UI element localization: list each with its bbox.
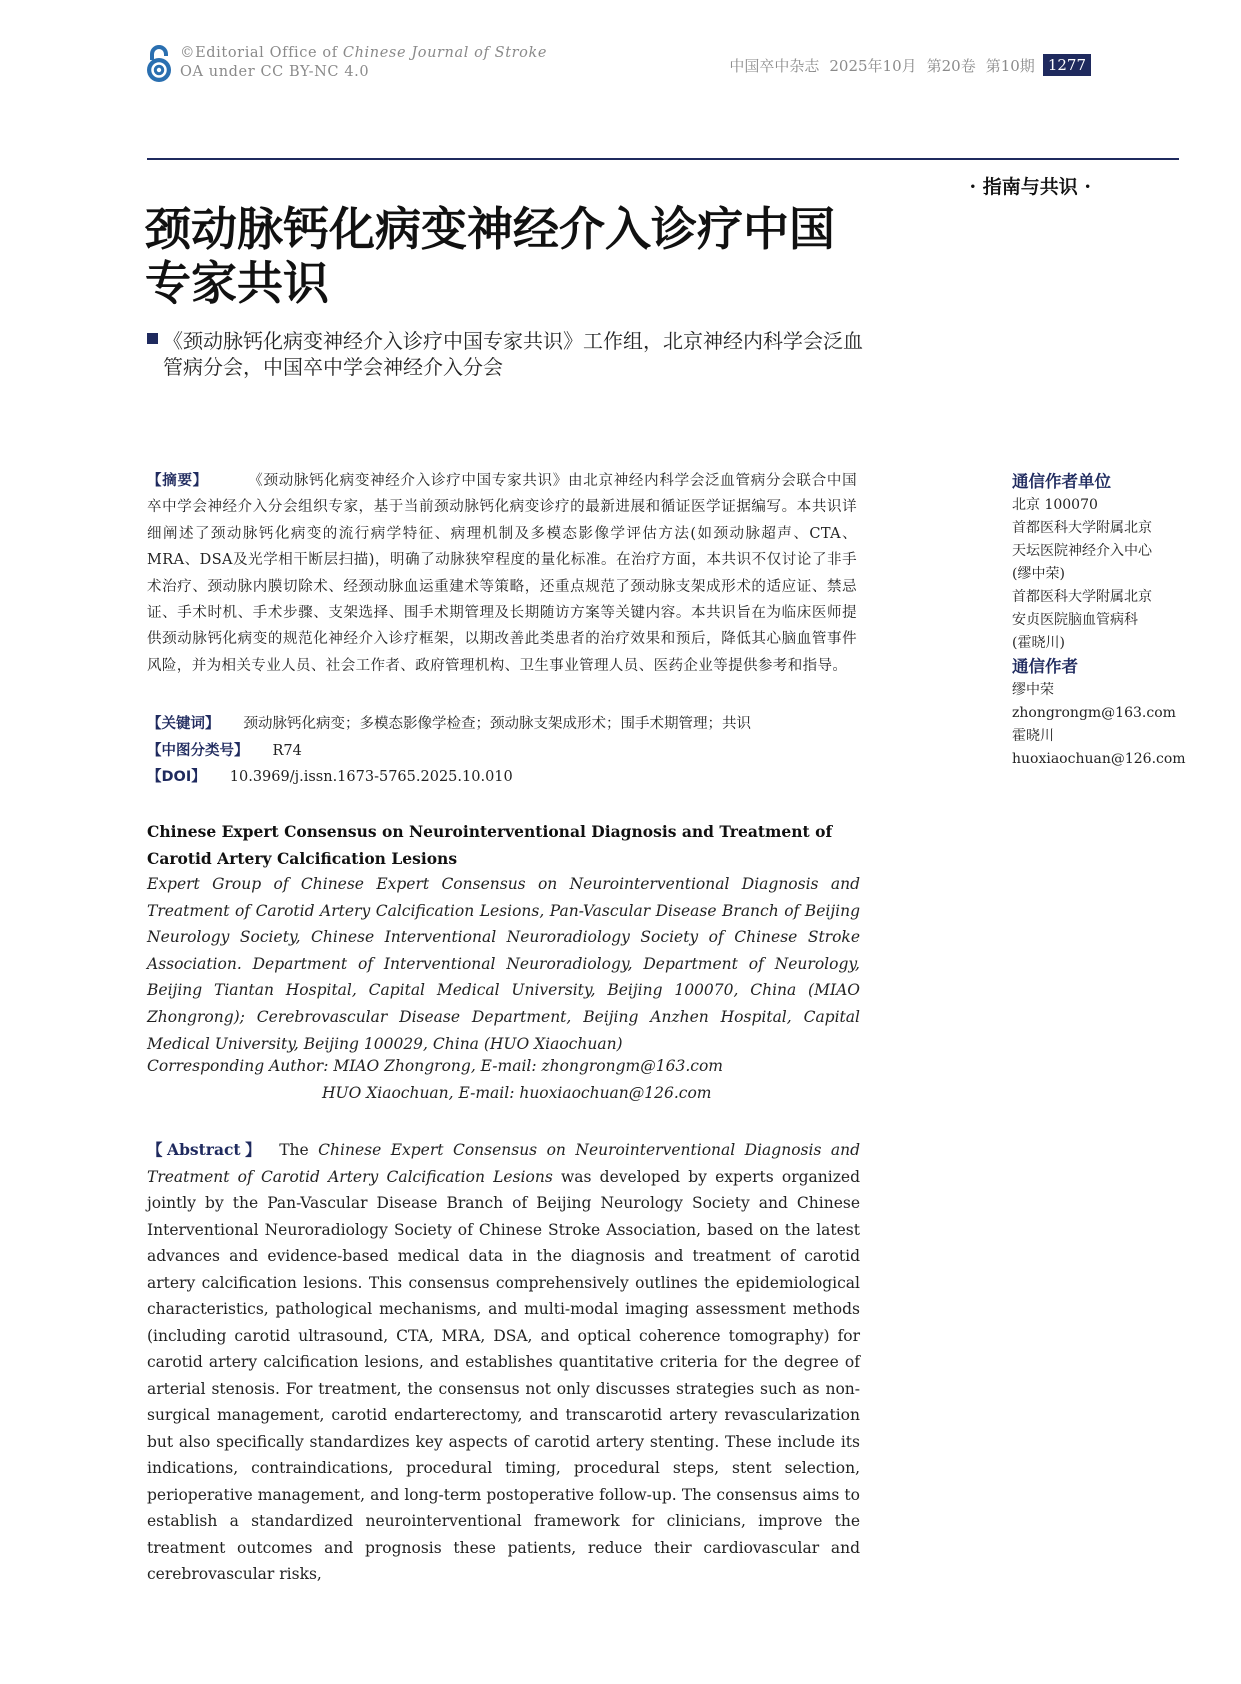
correspondence-sidebar — [1012, 470, 1187, 771]
author-heading: 通信作者 — [1012, 657, 1078, 676]
affiliation-cn-text: 《颈动脉钙化病变神经介入诊疗中国专家共识》工作组，北京神经内科学会泛血管病分会，中国卒中学会神经介入分会 — [163, 329, 863, 379]
doi-text[interactable]: 10.3969/j.issn.1673-5765.2025.10.010 — [229, 769, 513, 785]
english-title: Chinese Expert Consensus on Neurointerventional Diagnosis and Treatment of Carotid Artery Calcification Lesions — [147, 822, 833, 868]
abstract-cn-label: 【摘要】 — [147, 473, 208, 489]
unit-line: 北京 100070 — [1012, 497, 1098, 513]
english-abstract — [147, 1137, 860, 1588]
keywords-text: 颈动脉钙化病变；多模态影像学检查；颈动脉支架成形术；围手术期管理；共识 — [243, 716, 751, 732]
doi-row — [147, 765, 513, 786]
unit-line: (霍晓川) — [1012, 635, 1065, 651]
keywords-label: 【关键词】 — [147, 716, 220, 732]
author-email-link[interactable]: zhongrongm@163.com — [1012, 705, 1176, 721]
author-email-link[interactable]: huoxiaochuan@126.com — [1012, 751, 1186, 767]
title-line-1: 颈动脉钙化病变神经介入诊疗中国 — [145, 202, 835, 256]
copyright-journal-name: Chinese Journal of Stroke — [342, 45, 548, 61]
copyright-prefix: ©Editorial Office of — [180, 45, 343, 61]
english-abstract-label: 【Abstract】 — [147, 1140, 266, 1159]
unit-line: 天坛医院神经介入中心 — [1012, 543, 1152, 559]
license-text: OA under CC BY-NC 4.0 — [180, 64, 370, 80]
open-access-lock-icon — [145, 44, 173, 84]
unit-line: 首都医科大学附属北京 — [1012, 589, 1152, 605]
abstract-italic-title: Chinese Expert Consensus on Neurointerventional Diagnosis and Treatment of Carotid Artery Calcification Lesions — [147, 1141, 861, 1186]
title-line-2: 专家共识 — [145, 256, 329, 310]
author-affiliation-cn — [147, 328, 878, 380]
unit-line: 安贞医院脑血管病科 — [1012, 612, 1138, 628]
article-title — [145, 202, 865, 310]
issue-date: 2025年10月 — [829, 56, 917, 75]
copyright-notice — [180, 44, 547, 82]
author-name: 缪中荣 — [1012, 682, 1054, 698]
author-name: 霍晓川 — [1012, 728, 1054, 744]
section-tag: · 指南与共识 · — [969, 176, 1091, 198]
unit-line: 首都医科大学附属北京 — [1012, 520, 1152, 536]
unit-heading: 通信作者单位 — [1012, 472, 1111, 491]
clc-row — [147, 739, 302, 760]
issue: 第10期 — [985, 56, 1035, 75]
abstract-cn — [147, 468, 857, 679]
english-affiliation: Expert Group of Chinese Expert Consensus on Neurointerventional Diagnosis and Treatment of Carotid Artery Calcification Lesions, Pan-Vascular Disease Branch of Beijing Neurology Society, Chinese Interventional Neuroradiology Society of Chinese Stroke Association. Department of Interventional Neuroradiology, Department of Neurology, Beijing Tiantan Hospital, Capital Medical University, Beijing 100070, China (MIAO Zhongrong); Cerebrovascular Disease Department, Beijing Anzhen Hospital, Capital Medical University, Beijing 100029, China (HUO Xiaochuan) — [147, 875, 860, 1053]
clc-label: 【中图分类号】 — [147, 743, 249, 759]
volume: 第20卷 — [926, 56, 976, 75]
keywords-row — [147, 712, 751, 733]
abstract-cn-text: 《颈动脉钙化病变神经介入诊疗中国专家共识》由北京神经内科学会泛血管病分会联合中国卒中学会神经介入分会组织专家，基于当前颈动脉钙化病变诊疗的最新进展和循证医学证据编写。本共识详细阐述了颈动脉钙化病变的流行病学特征、病理机制及多模态影像学评估方法(如颈动脉超声、CTA、MRA、DSA及光学相干断层扫描)，明确了动脉狭窄程度的量化标准。在治疗方面，本共识不仅讨论了非手术治疗、颈动脉内膜切除术、经颈动脉血运重建术等策略，还重点规范了颈动脉支架成形术的适应证、禁忌证、手术时机、手术步骤、支架选择、围手术期管理及长期随访方案等关键内容。本共识旨在为临床医师提供颈动脉钙化病变的规范化神经介入诊疗框架，以期改善此类患者的治疗效果和预后，降低其心脑血管事件风险，并为相关专业人员、社会工作者、政府管理机构、卫生事业管理人员、医药企业等提供参考和指导。 — [147, 473, 858, 674]
journal-name: 中国卒中杂志 — [729, 56, 820, 75]
unit-line: (缪中荣) — [1012, 566, 1065, 582]
english-abstract-text: was developed by experts organized jointly by the Pan-Vascular Disease Branch of Beijing Neurology Society and Chinese Interventional Neuroradiology Society of Chinese Stroke Association, based on the latest advances and evidence-based medical data in the diagnosis and treatment of carotid artery calcification lesions. This consensus comprehensively outlines the epidemiological characteristics, pathological mechanisms, and multi-modal imaging assessment methods (including carotid ultrasound, CTA, MRA, DSA, and optical coherence tomography) for carotid artery calcification lesions, and establishes quantitative criteria for the degree of arterial stenosis. For treatment, the consensus not only discusses strategies such as non-surgical management, carotid endarterectomy, and transcarotid artery revascularization but also specifically standardizes key aspects of carotid artery stenting. These include its indications, contraindications, procedural timing, procedural steps, stent selection, perioperative management, and long-term postoperative follow-up. The consensus aims to establish a standardized neurointerventional framework for clinicians, improve the treatment outcomes and prognosis these patients, reduce their cardiovascular and cerebrovascular risks, — [147, 1167, 860, 1583]
corresponding-author-1: Corresponding Author: MIAO Zhongrong, E-mail: zhongrongm@163.com — [147, 1057, 723, 1075]
header-divider — [147, 158, 1179, 160]
journal-issue-info — [729, 54, 1091, 76]
page-number-badge: 1277 — [1043, 54, 1091, 76]
clc-text: R74 — [272, 743, 302, 759]
corresponding-author-2: HUO Xiaochuan, E-mail: huoxiaochuan@126.com — [322, 1084, 712, 1102]
doi-label: 【DOI】 — [147, 769, 206, 785]
square-bullet-icon — [147, 333, 158, 344]
abstract-intro: The — [279, 1141, 319, 1159]
